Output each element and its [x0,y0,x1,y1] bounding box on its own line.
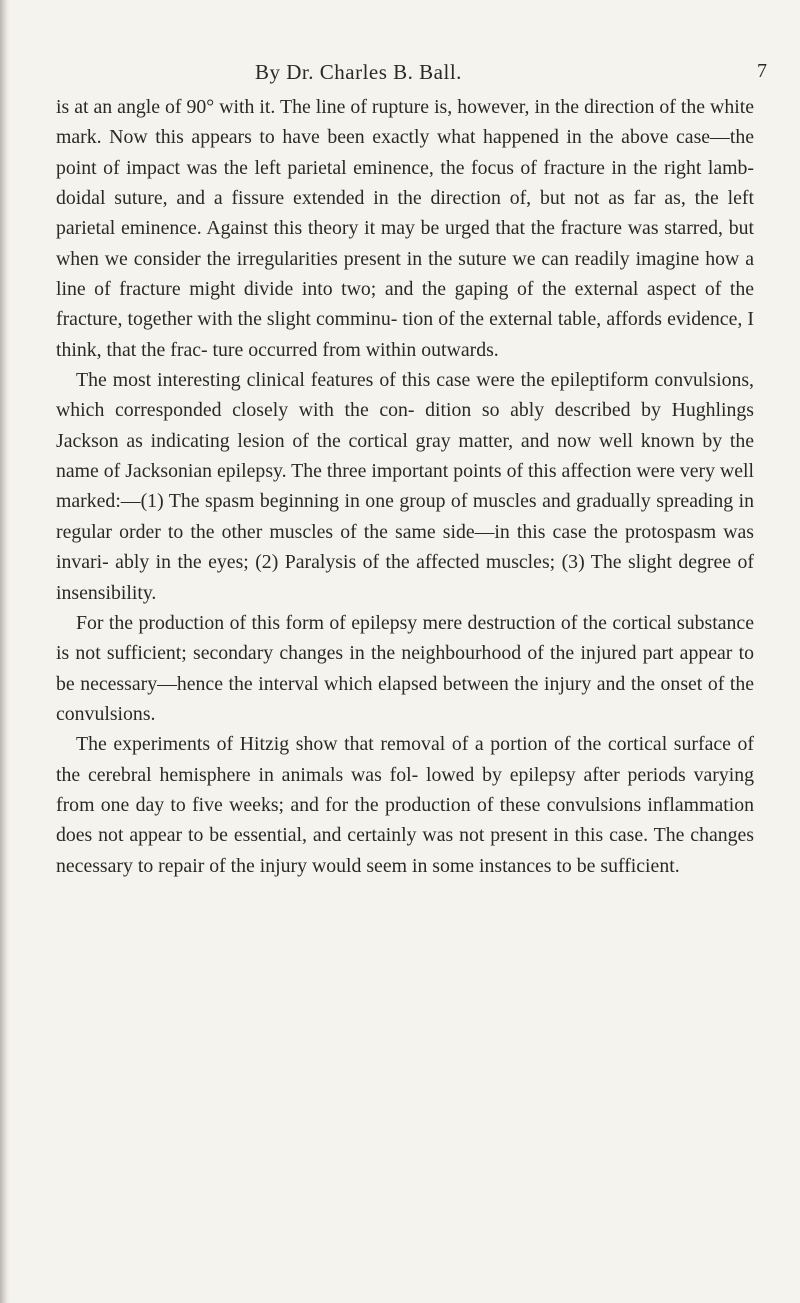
paragraph-2: The most interesting clinical features of this case were the epileptiform convulsions, which corresponded closely with the con- dition so ably described by Hughlings Jackson as indicating lesion of the cortical gray matter, and now well known by the name of Jacksonian epilepsy. The three important points of this affection were very well marked:—(1) The spasm beginning in one group of muscles and gradually spreading in regular order to the other muscles of the same side—in this case the protospasm was invari- ably in the eyes; (2) Paralysis of the affected muscles; (3) The slight degree of insensibility. [56,369,754,604]
running-title: By Dr. Charles B. Ball. [255,60,462,84]
paragraph-1: is at an angle of 90° with it. The line of rupture is, however, in the direction of the white mark. Now this appears to have been exactly what happened in the above case—the point of impact was the left parietal eminence, the focus of fracture in the right lamb- doidal suture, and a fissure extended in the direction of, but not as far as, the left parietal eminence. Against this theory it may be urged that the fracture was starred, but when we consider the irregularities present in the suture we can readily imagine how a line of fracture might divide into two; and the gaping of the external aspect of the fracture, together with the slight comminu- tion of the external table, affords evidence, I think, that the frac- ture occurred from within outwards. [56,96,754,361]
page-binding-shadow [0,0,10,1303]
body-text [56,92,754,881]
paragraph-4: The experiments of Hitzig show that removal of a portion of the cortical surface of the cerebral hemisphere in animals was fol- lowed by epilepsy after periods varying from one day to five weeks; and for the production of these convulsions inflammation does not appear to be essential, and certainly was not present in this case. The changes necessary to repair of the injury would seem in some instances to be sufficient. [56,733,754,877]
page-number: 7 [757,60,767,82]
paragraph-3: For the production of this form of epilepsy mere destruction of the cortical substance is not sufficient; secondary changes in the neighbourhood of the injured part appear to be necessary—hence the interval which elapsed between the injury and the onset of the convulsions. [56,611,754,725]
